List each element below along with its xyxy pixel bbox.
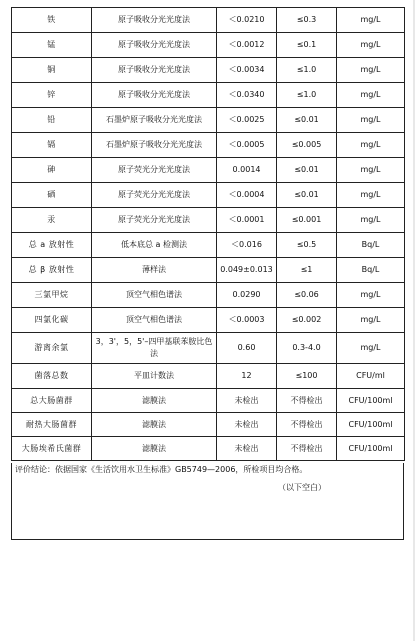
unit-cell: Bq/L: [337, 233, 405, 258]
table-row: [12, 183, 405, 208]
item-name-cell: 锰: [12, 33, 92, 58]
unit-cell: mg/L: [337, 308, 405, 333]
test-result-cell: 0.0014: [217, 158, 277, 183]
blank-below-note: （以下空白）: [278, 483, 326, 492]
test-result-cell: 未检出: [217, 413, 277, 437]
unit-cell: mg/L: [337, 158, 405, 183]
test-method-cell: 石墨炉原子吸收分光光度法: [92, 133, 217, 158]
item-name-cell: 总 β 放射性: [12, 258, 92, 283]
table-row: [12, 133, 405, 158]
table-row: [12, 158, 405, 183]
unit-cell: CFU/100ml: [337, 413, 405, 437]
table-row: [12, 283, 405, 308]
test-method-cell: 原子荧光分光光度法: [92, 208, 217, 233]
test-method-cell: 滤膜法: [92, 389, 217, 413]
test-result-cell: ＜0.0004: [217, 183, 277, 208]
test-result-cell: 0.0290: [217, 283, 277, 308]
test-result-cell: ＜0.0210: [217, 8, 277, 33]
test-result-cell: ＜0.0025: [217, 108, 277, 133]
item-name-cell: 锌: [12, 83, 92, 108]
test-result-cell: ＜0.016: [217, 233, 277, 258]
unit-cell: CFU/100ml: [337, 389, 405, 413]
standard-limit-cell: ≤1.0: [277, 83, 337, 108]
test-method-cell: 原子荧光分光光度法: [92, 183, 217, 208]
table-body: [12, 8, 405, 461]
standard-limit-cell: ≤0.1: [277, 33, 337, 58]
standard-limit-cell: ≤0.002: [277, 308, 337, 333]
test-method-cell: 石墨炉原子吸收分光光度法: [92, 108, 217, 133]
table-row: [12, 437, 405, 461]
conclusion-box: [11, 463, 404, 540]
item-name-cell: 总 a 放射性: [12, 233, 92, 258]
item-name-cell: 大肠埃希氏菌群: [12, 437, 92, 461]
item-name-cell: 游离余氯: [12, 333, 92, 364]
table-row: [12, 389, 405, 413]
standard-limit-cell: 不得检出: [277, 437, 337, 461]
unit-cell: mg/L: [337, 83, 405, 108]
table-row: [12, 258, 405, 283]
standard-limit-cell: ≤0.01: [277, 158, 337, 183]
standard-limit-cell: 0.3-4.0: [277, 333, 337, 364]
test-result-cell: ＜0.0005: [217, 133, 277, 158]
item-name-cell: 铁: [12, 8, 92, 33]
test-method-cell: 滤膜法: [92, 413, 217, 437]
item-name-cell: 铜: [12, 58, 92, 83]
test-method-cell: 原子吸收分光光度法: [92, 58, 217, 83]
item-name-cell: 总大肠菌群: [12, 389, 92, 413]
table-row: [12, 208, 405, 233]
table-row: [12, 8, 405, 33]
unit-cell: mg/L: [337, 133, 405, 158]
test-method-cell: 顶空气相色谱法: [92, 283, 217, 308]
unit-cell: mg/L: [337, 33, 405, 58]
test-method-cell: 滤膜法: [92, 437, 217, 461]
unit-cell: mg/L: [337, 333, 405, 364]
standard-limit-cell: ≤0.005: [277, 133, 337, 158]
evaluation-conclusion: 评价结论：依据国家《生活饮用水卫生标准》GB5749—2006，所检项目均合格。: [15, 465, 308, 474]
table-row: [12, 33, 405, 58]
table-row: [12, 333, 405, 364]
test-method-cell: 原子吸收分光光度法: [92, 8, 217, 33]
standard-limit-cell: 不得检出: [277, 413, 337, 437]
standard-limit-cell: ≤0.06: [277, 283, 337, 308]
item-name-cell: 铅: [12, 108, 92, 133]
item-name-cell: 耐热大肠菌群: [12, 413, 92, 437]
table-row: [12, 308, 405, 333]
test-method-cell: 顶空气相色谱法: [92, 308, 217, 333]
test-result-cell: 0.60: [217, 333, 277, 364]
standard-limit-cell: 不得检出: [277, 389, 337, 413]
table-row: [12, 413, 405, 437]
test-method-cell: 原子荧光分光光度法: [92, 158, 217, 183]
test-method-cell: 原子吸收分光光度法: [92, 33, 217, 58]
table-row: [12, 233, 405, 258]
test-result-cell: ＜0.0001: [217, 208, 277, 233]
test-result-cell: ＜0.0003: [217, 308, 277, 333]
item-name-cell: 砷: [12, 158, 92, 183]
standard-limit-cell: ≤0.001: [277, 208, 337, 233]
standard-limit-cell: ≤0.01: [277, 183, 337, 208]
unit-cell: mg/L: [337, 283, 405, 308]
item-name-cell: 菌落总数: [12, 364, 92, 389]
test-result-cell: ＜0.0034: [217, 58, 277, 83]
table-row: [12, 58, 405, 83]
unit-cell: mg/L: [337, 208, 405, 233]
table-row: [12, 83, 405, 108]
item-name-cell: 汞: [12, 208, 92, 233]
table-row: [12, 364, 405, 389]
unit-cell: Bq/L: [337, 258, 405, 283]
standard-limit-cell: ≤1.0: [277, 58, 337, 83]
standard-limit-cell: ≤0.5: [277, 233, 337, 258]
standard-limit-cell: ≤1: [277, 258, 337, 283]
unit-cell: mg/L: [337, 8, 405, 33]
test-method-cell: 3，3'，5，5'–四甲基联苯胺比色法: [92, 333, 217, 364]
unit-cell: mg/L: [337, 108, 405, 133]
test-result-cell: ＜0.0340: [217, 83, 277, 108]
test-method-cell: 原子吸收分光光度法: [92, 83, 217, 108]
unit-cell: CFU/100ml: [337, 437, 405, 461]
standard-limit-cell: ≤0.3: [277, 8, 337, 33]
item-name-cell: 三氯甲烷: [12, 283, 92, 308]
unit-cell: mg/L: [337, 183, 405, 208]
item-name-cell: 镉: [12, 133, 92, 158]
unit-cell: mg/L: [337, 58, 405, 83]
test-result-cell: 0.049±0.013: [217, 258, 277, 283]
table-row: [12, 108, 405, 133]
item-name-cell: 四氯化碳: [12, 308, 92, 333]
test-method-cell: 薄样法: [92, 258, 217, 283]
test-result-cell: 12: [217, 364, 277, 389]
unit-cell: CFU/ml: [337, 364, 405, 389]
water-quality-table: [11, 7, 405, 461]
test-result-cell: ＜0.0012: [217, 33, 277, 58]
test-method-cell: 平皿计数法: [92, 364, 217, 389]
test-result-cell: 未检出: [217, 437, 277, 461]
standard-limit-cell: ≤100: [277, 364, 337, 389]
test-result-cell: 未检出: [217, 389, 277, 413]
standard-limit-cell: ≤0.01: [277, 108, 337, 133]
test-method-cell: 低本底总 a 检测法: [92, 233, 217, 258]
item-name-cell: 硒: [12, 183, 92, 208]
